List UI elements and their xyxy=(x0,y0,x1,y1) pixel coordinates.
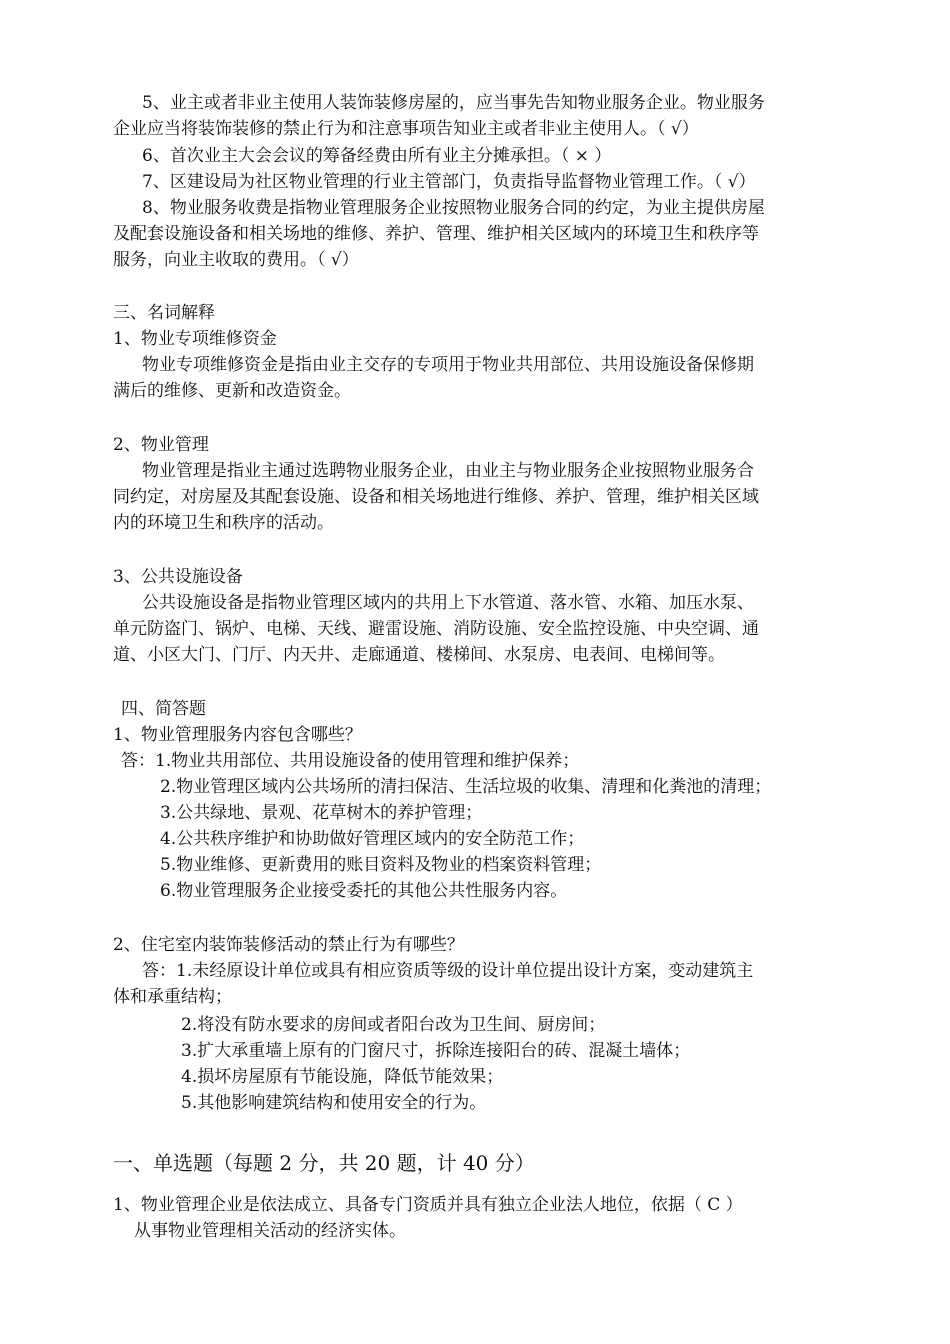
judge-item-5-line2: 企业应当将装饰装修的禁止行为和注意事项告知业主或者非业主使用人。（ √） xyxy=(113,119,699,139)
term-3-line3: 道、小区大门、门厅、内天井、走廊通道、楼梯间、水泵房、电表间、电梯间等。 xyxy=(113,645,725,665)
short-heading: 四、简答题 xyxy=(121,699,206,719)
terms-heading: 三、名词解释 xyxy=(113,303,215,323)
judge-item-8-line3: 服务，向业主收取的费用。（ √） xyxy=(113,250,359,270)
term-1-title: 1、物业专项维修资金 xyxy=(113,329,277,349)
judge-item-8-line2: 及配套设施设备和相关场地的维修、养护、管理、维护相关区域内的环境卫生和秩序等 xyxy=(113,224,759,244)
short-q2-answer-2: 2.将没有防水要求的房间或者阳台改为卫生间、厨房间； xyxy=(181,1015,606,1035)
short-q1: 1、物业管理服务内容包含哪些？ xyxy=(113,725,362,745)
judge-item-6: 6、首次业主大会会议的筹备经费由所有业主分摊承担。（ × ） xyxy=(142,146,612,166)
short-q2-answer-1-line2: 体和承重结构； xyxy=(113,987,232,1007)
term-2-line3: 内的环境卫生和秩序的活动。 xyxy=(113,513,334,533)
single-choice-heading: 一、单选题（每题 2 分，共 20 题，计 40 分） xyxy=(113,1151,535,1175)
term-2-title: 2、物业管理 xyxy=(113,435,209,455)
short-q2-answer-1-line1: 答：1.未经原设计单位或具有相应资质等级的设计单位提出设计方案，变动建筑主 xyxy=(142,961,754,981)
single-q1-line2: 从事物业管理相关活动的经济实体。 xyxy=(134,1221,406,1241)
short-q1-answer-2: 2.物业管理区域内公共场所的清扫保洁、生活垃圾的收集、清理和化粪池的清理； xyxy=(160,777,772,797)
short-q1-answer-5: 5.物业维修、更新费用的账目资料及物业的档案资料管理； xyxy=(160,855,602,875)
short-q1-answer-4: 4.公共秩序维护和协助做好管理区域内的安全防范工作； xyxy=(160,829,585,849)
judge-item-8-line1: 8、物业服务收费是指物业管理服务企业按照物业服务合同的约定，为业主提供房屋 xyxy=(142,198,765,218)
term-3-title: 3、公共设施设备 xyxy=(113,567,243,587)
term-2-line2: 同约定，对房屋及其配套设施、设备和相关场地进行维修、养护、管理，维护相关区域 xyxy=(113,487,759,507)
term-1-line1: 物业专项维修资金是指由业主交存的专项用于物业共用部位、共用设施设备保修期 xyxy=(142,355,754,375)
short-q2-answer-5: 5.其他影响建筑结构和使用安全的行为。 xyxy=(181,1093,487,1113)
term-2-line1: 物业管理是指业主通过选聘物业服务企业，由业主与物业服务企业按照物业服务合 xyxy=(142,461,754,481)
judge-item-5-line1: 5、业主或者非业主使用人装饰装修房屋的，应当事先告知物业服务企业。物业服务 xyxy=(142,93,765,113)
term-3-line1: 公共设施设备是指物业管理区域内的共用上下水管道、落水管、水箱、加压水泵、 xyxy=(142,593,754,613)
short-q1-answer-1: 答：1.物业共用部位、共用设施设备的使用管理和维护保养； xyxy=(121,751,580,771)
short-q1-answer-3: 3.公共绿地、景观、花草树木的养护管理； xyxy=(160,803,483,823)
term-1-line2: 满后的维修、更新和改造资金。 xyxy=(113,381,351,401)
short-q2: 2、住宅室内装饰装修活动的禁止行为有哪些？ xyxy=(113,935,464,955)
judge-item-7: 7、区建设局为社区物业管理的行业主管部门，负责指导监督物业管理工作。（ √） xyxy=(142,172,756,192)
short-q1-answer-6: 6.物业管理服务企业接受委托的其他公共性服务内容。 xyxy=(160,881,568,901)
short-q2-answer-3: 3.扩大承重墙上原有的门窗尺寸，拆除连接阳台的砖、混凝土墙体； xyxy=(181,1041,691,1061)
short-q2-answer-4: 4.损坏房屋原有节能设施，降低节能效果； xyxy=(181,1067,504,1087)
term-3-line2: 单元防盗门、锅炉、电梯、天线、避雷设施、消防设施、安全监控设施、中央空调、通 xyxy=(113,619,759,639)
single-q1-line1: 1、物业管理企业是依法成立、具备专门资质并具有独立企业法人地位，依据（ C ） xyxy=(113,1195,743,1215)
